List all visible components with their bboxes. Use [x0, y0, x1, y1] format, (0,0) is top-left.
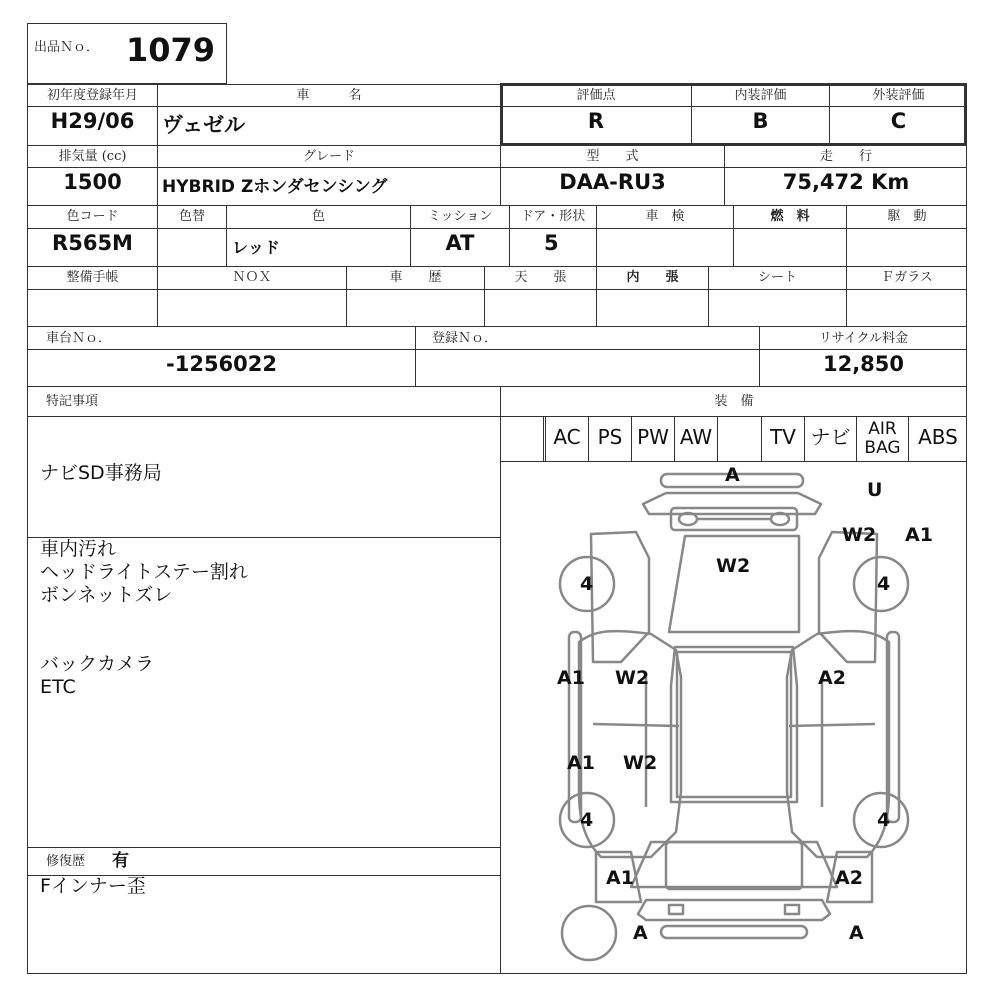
- mark-windshield-right: W2: [842, 524, 877, 546]
- color-code: R565M: [52, 231, 133, 255]
- grade: HYBRID Zホンダセンシング: [162, 177, 388, 197]
- mission: AT: [445, 231, 475, 255]
- mark-rear-right: A2: [835, 867, 863, 889]
- reg-date-label: 初年度登録年月: [46, 88, 138, 103]
- equipment-airbag: AIR BAG: [856, 416, 908, 462]
- mark-right-front: A2: [818, 667, 846, 689]
- grade-label: グレード: [302, 149, 355, 164]
- mark-windshield: W2: [716, 555, 751, 577]
- recycle-fee: 12,850: [822, 352, 905, 376]
- repair-note: Fインナー歪: [40, 875, 146, 897]
- remark-line: バックカメラ: [40, 653, 155, 675]
- equipment-navi: ナビ: [804, 416, 856, 462]
- mission-label: ミッション: [427, 209, 493, 224]
- mark-front-bumper: A: [725, 464, 740, 486]
- chassis-no: -1256022: [166, 352, 277, 376]
- color-label: 色: [311, 209, 325, 224]
- remark-line: ボンネットズレ: [40, 584, 173, 606]
- displacement-label: 排気量 (cc): [58, 149, 127, 164]
- model-label: 型 式: [586, 149, 639, 164]
- recycle-fee-label: リサイクル料金: [818, 331, 909, 346]
- mark-front-right: A1: [905, 524, 933, 546]
- equipment-blank: [717, 416, 761, 462]
- mileage: 75,472 Km: [782, 170, 910, 194]
- interior-grade-label: 内装評価: [734, 88, 787, 103]
- mileage-label: 走 行: [819, 149, 872, 164]
- repair-history-value: 有: [112, 851, 129, 871]
- reg-date: H29/06: [50, 109, 135, 133]
- car-diagram: [501, 462, 967, 974]
- registration-no-label: 登録Ｎｏ．: [432, 331, 498, 346]
- drive-label: 駆 動: [887, 209, 927, 224]
- remark-line: ヘッドライトステー割れ: [40, 561, 248, 583]
- equipment-ac: AC: [545, 416, 588, 462]
- remark-line: ETC: [40, 676, 76, 698]
- mark-left-rear-door-w: W2: [623, 752, 658, 774]
- door-shape: 5: [544, 231, 559, 255]
- score-label: 評価点: [576, 88, 616, 103]
- chassis-no-label: 車台Ｎｏ．: [46, 331, 112, 346]
- fuel-label: 燃 料: [770, 209, 810, 224]
- remark-line: 車内汚れ: [40, 538, 117, 560]
- mark-left-rear-door-a: A1: [567, 752, 595, 774]
- mark-left-front-door-a: A1: [557, 667, 585, 689]
- inspection-label: 車 検: [645, 209, 685, 224]
- repair-history-label: 修復歴: [46, 854, 86, 869]
- remarks-label: 特記事項: [46, 394, 99, 409]
- model-code: DAA-RU3: [559, 170, 666, 194]
- exterior-grade: C: [890, 109, 907, 133]
- interior-grade: B: [752, 109, 769, 133]
- color: レッド: [232, 238, 280, 257]
- mark-rear-bumper-right: A: [849, 922, 864, 944]
- remark-line: ナビSD事務局: [40, 462, 162, 484]
- recolor-label: 色替: [178, 209, 205, 224]
- mark-left-front-door-w: W2: [615, 667, 650, 689]
- door-shape-label: ドア・形状: [520, 209, 586, 224]
- mark-tire-rear-left: 4: [580, 809, 594, 831]
- equipment-pw: PW: [631, 416, 674, 462]
- mark-top-right: U: [867, 479, 883, 501]
- nox-label: ＮＯＸ: [232, 270, 272, 285]
- mark-rear-bumper-left: A: [633, 922, 648, 944]
- car-history-label: 車 歴: [389, 270, 442, 285]
- headliner-label: 天 張: [514, 270, 567, 285]
- equipment-ps: PS: [588, 416, 631, 462]
- equipment-abs: ABS: [908, 416, 967, 462]
- front-glass-label: Ｆガラス: [881, 270, 933, 285]
- lot-number: 1079: [125, 31, 216, 69]
- mark-rear-left: A1: [606, 867, 634, 889]
- equipment-label: 装 備: [714, 394, 754, 409]
- mark-tire-rear-right: 4: [877, 809, 891, 831]
- exterior-grade-label: 外装評価: [872, 88, 925, 103]
- interior-panel-label: 内 張: [626, 270, 679, 285]
- score-value: R: [587, 109, 605, 133]
- displacement: 1500: [63, 170, 122, 194]
- seat-label: シート: [757, 270, 797, 285]
- maintenance-book-label: 整備手帳: [66, 270, 119, 285]
- lot-number-label: 出品Ｎｏ．: [34, 40, 100, 55]
- car-name-label: 車 名: [296, 88, 362, 103]
- car-name: ヴェゼル: [162, 113, 246, 137]
- color-code-label: 色コード: [66, 209, 119, 224]
- mark-tire-front-left: 4: [580, 573, 594, 595]
- equipment-tv: TV: [761, 416, 804, 462]
- mark-tire-front-right: 4: [877, 573, 891, 595]
- equipment-aw: AW: [674, 416, 717, 462]
